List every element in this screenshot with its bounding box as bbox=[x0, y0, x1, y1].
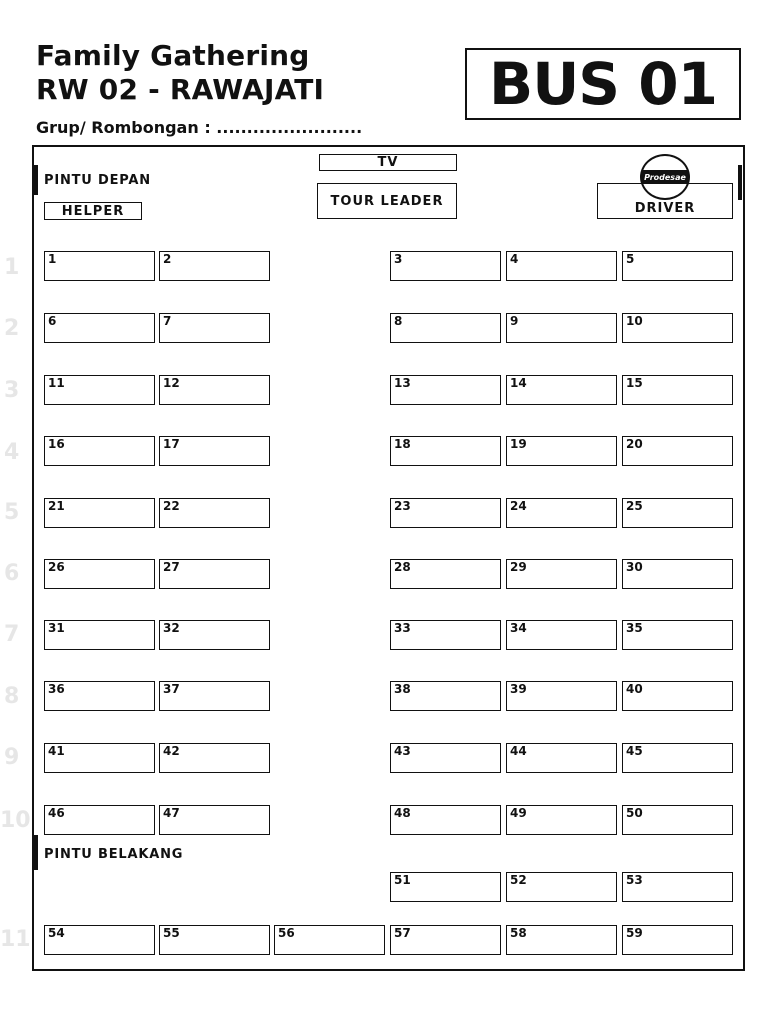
seat-box bbox=[159, 805, 270, 835]
seat-box bbox=[390, 743, 501, 773]
seat-box bbox=[622, 805, 733, 835]
logo-text: Prodesae bbox=[642, 170, 688, 184]
seat-number: 32 bbox=[163, 621, 180, 635]
seat-number: 41 bbox=[48, 744, 65, 758]
bus-number: BUS 01 bbox=[489, 50, 717, 118]
seat-number: 43 bbox=[394, 744, 411, 758]
seat-box bbox=[390, 436, 501, 466]
tv-label: TV bbox=[377, 155, 399, 170]
seat-number: 28 bbox=[394, 560, 411, 574]
helper-label: HELPER bbox=[61, 203, 125, 219]
seat-number: 1 bbox=[48, 252, 57, 266]
seat-number: 55 bbox=[163, 926, 180, 940]
seat-number: 47 bbox=[163, 806, 180, 820]
seat-box bbox=[506, 313, 617, 343]
seat-number: 21 bbox=[48, 499, 65, 513]
seat-box bbox=[44, 375, 155, 405]
seat-number: 56 bbox=[278, 926, 295, 940]
seat-number: 59 bbox=[626, 926, 643, 940]
seat-number: 25 bbox=[626, 499, 643, 513]
seat-number: 19 bbox=[510, 437, 527, 451]
seat-number: 46 bbox=[48, 806, 65, 820]
seat-number: 49 bbox=[510, 806, 527, 820]
margin-row-number: 8 bbox=[4, 684, 20, 709]
tv-box bbox=[319, 154, 457, 171]
seat-box bbox=[506, 872, 617, 902]
seat-number: 36 bbox=[48, 682, 65, 696]
tour-leader-box bbox=[317, 183, 457, 219]
seat-number: 51 bbox=[394, 873, 411, 887]
seat-box bbox=[622, 375, 733, 405]
seat-box bbox=[506, 498, 617, 528]
seat-box bbox=[622, 313, 733, 343]
seat-number: 22 bbox=[163, 499, 180, 513]
seat-number: 5 bbox=[626, 252, 635, 266]
seat-number: 17 bbox=[163, 437, 180, 451]
seat-number: 15 bbox=[626, 376, 643, 390]
seat-box bbox=[506, 436, 617, 466]
seat-box bbox=[622, 681, 733, 711]
seat-number: 39 bbox=[510, 682, 527, 696]
seat-box bbox=[390, 925, 501, 955]
seat-box bbox=[506, 743, 617, 773]
seat-box bbox=[159, 375, 270, 405]
margin-row-number: 1 bbox=[4, 255, 20, 280]
margin-row-number: 5 bbox=[4, 500, 20, 525]
seat-number: 12 bbox=[163, 376, 180, 390]
seat-number: 33 bbox=[394, 621, 411, 635]
seat-number: 26 bbox=[48, 560, 65, 574]
seat-box bbox=[506, 805, 617, 835]
seat-box bbox=[506, 620, 617, 650]
seat-number: 7 bbox=[163, 314, 172, 328]
seat-number: 11 bbox=[48, 376, 65, 390]
seat-number: 48 bbox=[394, 806, 411, 820]
seat-box bbox=[44, 251, 155, 281]
seat-box bbox=[44, 559, 155, 589]
margin-row-number: 3 bbox=[4, 378, 20, 403]
seat-box bbox=[390, 313, 501, 343]
company-logo bbox=[640, 154, 690, 200]
seat-number: 20 bbox=[626, 437, 643, 451]
helper-box bbox=[44, 202, 142, 220]
seat-box bbox=[44, 313, 155, 343]
seat-box bbox=[622, 620, 733, 650]
seat-box bbox=[506, 251, 617, 281]
seat-box bbox=[622, 436, 733, 466]
margin-row-number: 9 bbox=[4, 745, 20, 770]
bus-number-box bbox=[465, 48, 741, 120]
seat-number: 13 bbox=[394, 376, 411, 390]
seat-box bbox=[506, 375, 617, 405]
page-subtitle: RW 02 - RAWAJATI bbox=[36, 73, 325, 106]
seat-box bbox=[390, 559, 501, 589]
seat-number: 14 bbox=[510, 376, 527, 390]
seat-box bbox=[390, 498, 501, 528]
seat-box bbox=[159, 313, 270, 343]
seat-box bbox=[390, 251, 501, 281]
front-door-marker bbox=[34, 165, 38, 195]
seat-number: 40 bbox=[626, 682, 643, 696]
seat-number: 31 bbox=[48, 621, 65, 635]
seat-box bbox=[622, 872, 733, 902]
seat-number: 27 bbox=[163, 560, 180, 574]
seat-box bbox=[622, 251, 733, 281]
seat-number: 38 bbox=[394, 682, 411, 696]
seat-number: 4 bbox=[510, 252, 519, 266]
seat-box bbox=[159, 743, 270, 773]
seat-number: 37 bbox=[163, 682, 180, 696]
seat-box bbox=[44, 436, 155, 466]
page-title: Family Gathering bbox=[36, 39, 310, 72]
seat-number: 57 bbox=[394, 926, 411, 940]
seat-box bbox=[159, 251, 270, 281]
seat-box bbox=[159, 559, 270, 589]
seat-box bbox=[506, 559, 617, 589]
seat-box bbox=[622, 498, 733, 528]
margin-row-number: 6 bbox=[4, 561, 20, 586]
seat-number: 34 bbox=[510, 621, 527, 635]
seat-box bbox=[390, 805, 501, 835]
seat-box bbox=[274, 925, 385, 955]
seat-box bbox=[159, 620, 270, 650]
rear-door-label: PINTU BELAKANG bbox=[44, 847, 184, 862]
seat-box bbox=[622, 743, 733, 773]
seat-number: 18 bbox=[394, 437, 411, 451]
seat-number: 29 bbox=[510, 560, 527, 574]
seat-number: 30 bbox=[626, 560, 643, 574]
margin-row-number: 4 bbox=[4, 440, 20, 465]
seat-box bbox=[390, 620, 501, 650]
seat-number: 24 bbox=[510, 499, 527, 513]
margin-row-number: 10 bbox=[0, 808, 31, 833]
seat-box bbox=[390, 375, 501, 405]
seat-box bbox=[159, 925, 270, 955]
seat-box bbox=[159, 498, 270, 528]
seat-number: 2 bbox=[163, 252, 172, 266]
seat-number: 44 bbox=[510, 744, 527, 758]
seat-number: 35 bbox=[626, 621, 643, 635]
seat-number: 42 bbox=[163, 744, 180, 758]
group-label: Grup/ Rombongan : ........................ bbox=[36, 118, 363, 137]
seat-box bbox=[44, 925, 155, 955]
front-door-label: PINTU DEPAN bbox=[44, 173, 151, 188]
seat-box bbox=[159, 681, 270, 711]
driver-label: DRIVER bbox=[634, 201, 696, 216]
seat-number: 45 bbox=[626, 744, 643, 758]
seat-box bbox=[506, 925, 617, 955]
seat-number: 50 bbox=[626, 806, 643, 820]
seat-number: 53 bbox=[626, 873, 643, 887]
seat-box bbox=[44, 681, 155, 711]
seat-number: 8 bbox=[394, 314, 403, 328]
tour-leader-label: TOUR LEADER bbox=[330, 193, 444, 209]
seat-number: 16 bbox=[48, 437, 65, 451]
seat-box bbox=[622, 559, 733, 589]
margin-row-number: 2 bbox=[4, 316, 20, 341]
seat-number: 52 bbox=[510, 873, 527, 887]
seat-box bbox=[622, 925, 733, 955]
seat-number: 58 bbox=[510, 926, 527, 940]
seat-number: 3 bbox=[394, 252, 403, 266]
seat-box bbox=[44, 498, 155, 528]
seat-box bbox=[44, 743, 155, 773]
seat-number: 23 bbox=[394, 499, 411, 513]
margin-row-number: 7 bbox=[4, 622, 20, 647]
seat-number: 6 bbox=[48, 314, 57, 328]
rear-door-marker bbox=[34, 835, 38, 870]
seat-number: 10 bbox=[626, 314, 643, 328]
seat-box bbox=[159, 436, 270, 466]
seat-box bbox=[390, 681, 501, 711]
margin-row-number: 11 bbox=[0, 927, 31, 952]
seat-box bbox=[44, 620, 155, 650]
seat-number: 54 bbox=[48, 926, 65, 940]
seat-box bbox=[506, 681, 617, 711]
seat-number: 9 bbox=[510, 314, 519, 328]
seat-box bbox=[390, 872, 501, 902]
seat-box bbox=[44, 805, 155, 835]
rear-side-marker bbox=[738, 165, 742, 200]
